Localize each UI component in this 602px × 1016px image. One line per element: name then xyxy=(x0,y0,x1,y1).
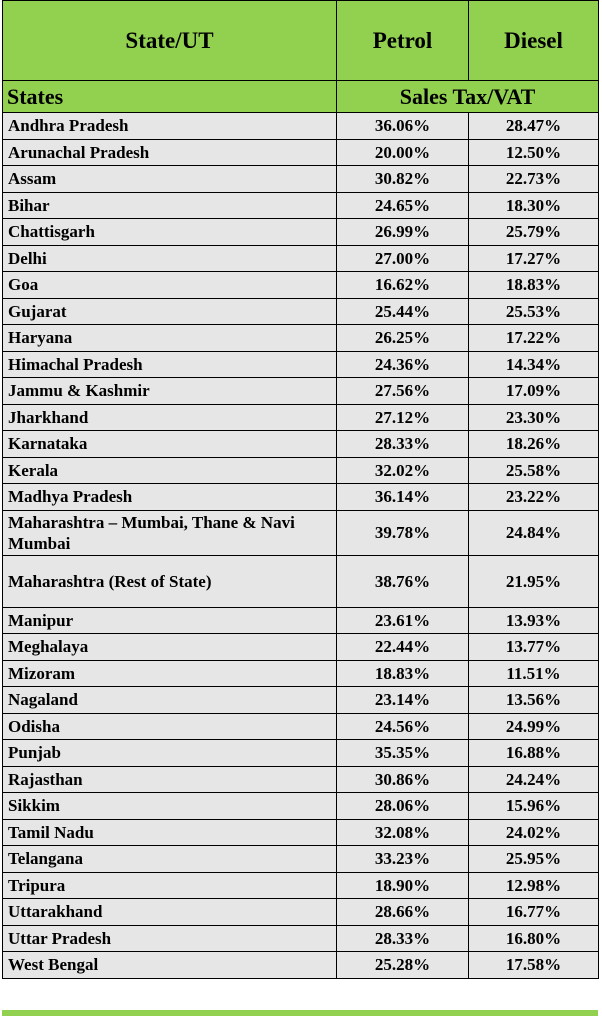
petrol-vat-cell: 28.33% xyxy=(337,925,469,952)
table-row xyxy=(3,510,599,555)
petrol-vat-cell: 32.08% xyxy=(337,819,469,846)
petrol-vat-cell: 27.12% xyxy=(337,404,469,431)
state-name-cell: Goa xyxy=(3,272,337,299)
state-name-cell: Kerala xyxy=(3,457,337,484)
table-row xyxy=(3,819,599,846)
state-name-cell: West Bengal xyxy=(3,952,337,979)
petrol-vat-cell: 18.83% xyxy=(337,660,469,687)
diesel-vat-cell: 25.58% xyxy=(469,457,599,484)
petrol-vat-cell: 16.62% xyxy=(337,272,469,299)
diesel-vat-cell: 18.83% xyxy=(469,272,599,299)
state-name-cell: Manipur xyxy=(3,607,337,634)
diesel-vat-cell: 16.80% xyxy=(469,925,599,952)
petrol-vat-cell: 30.86% xyxy=(337,766,469,793)
state-name-cell: Meghalaya xyxy=(3,634,337,661)
table-row xyxy=(3,431,599,458)
header-petrol: Petrol xyxy=(337,1,469,81)
state-name-cell: Andhra Pradesh xyxy=(3,113,337,140)
table-row xyxy=(3,952,599,979)
diesel-vat-cell: 18.26% xyxy=(469,431,599,458)
state-name-cell: Uttarakhand xyxy=(3,899,337,926)
state-name-cell: Haryana xyxy=(3,325,337,352)
table-row xyxy=(3,607,599,634)
diesel-vat-cell: 11.51% xyxy=(469,660,599,687)
table-row xyxy=(3,899,599,926)
state-name-cell: Assam xyxy=(3,166,337,193)
petrol-vat-cell: 20.00% xyxy=(337,139,469,166)
diesel-vat-cell: 13.77% xyxy=(469,634,599,661)
state-name-cell: Chattisgarh xyxy=(3,219,337,246)
table-row xyxy=(3,793,599,820)
table-row xyxy=(3,378,599,405)
diesel-vat-cell: 17.58% xyxy=(469,952,599,979)
diesel-vat-cell: 24.24% xyxy=(469,766,599,793)
petrol-vat-cell: 36.06% xyxy=(337,113,469,140)
subheader-row xyxy=(3,81,599,113)
diesel-vat-cell: 14.34% xyxy=(469,351,599,378)
table-row xyxy=(3,660,599,687)
state-name-cell: Bihar xyxy=(3,192,337,219)
state-name-cell: Tamil Nadu xyxy=(3,819,337,846)
state-name-cell: Uttar Pradesh xyxy=(3,925,337,952)
table-row xyxy=(3,245,599,272)
header-row xyxy=(3,1,599,81)
diesel-vat-cell: 16.77% xyxy=(469,899,599,926)
petrol-vat-cell: 32.02% xyxy=(337,457,469,484)
state-name-cell: Rajasthan xyxy=(3,766,337,793)
table-row xyxy=(3,484,599,511)
petrol-vat-cell: 23.14% xyxy=(337,687,469,714)
diesel-vat-cell: 23.22% xyxy=(469,484,599,511)
state-name-cell: Odisha xyxy=(3,713,337,740)
petrol-vat-cell: 24.56% xyxy=(337,713,469,740)
petrol-vat-cell: 27.00% xyxy=(337,245,469,272)
state-name-cell: Himachal Pradesh xyxy=(3,351,337,378)
diesel-vat-cell: 13.56% xyxy=(469,687,599,714)
fuel-tax-table xyxy=(2,0,599,979)
petrol-vat-cell: 33.23% xyxy=(337,846,469,873)
petrol-vat-cell: 23.61% xyxy=(337,607,469,634)
petrol-vat-cell: 27.56% xyxy=(337,378,469,405)
table-row xyxy=(3,192,599,219)
table-row xyxy=(3,766,599,793)
petrol-vat-cell: 25.44% xyxy=(337,298,469,325)
diesel-vat-cell: 24.99% xyxy=(469,713,599,740)
diesel-vat-cell: 17.09% xyxy=(469,378,599,405)
petrol-vat-cell: 30.82% xyxy=(337,166,469,193)
table-row xyxy=(3,139,599,166)
table-row xyxy=(3,166,599,193)
diesel-vat-cell: 25.53% xyxy=(469,298,599,325)
petrol-vat-cell: 22.44% xyxy=(337,634,469,661)
state-name-cell: Gujarat xyxy=(3,298,337,325)
petrol-vat-cell: 28.33% xyxy=(337,431,469,458)
state-name-cell: Madhya Pradesh xyxy=(3,484,337,511)
header-diesel: Diesel xyxy=(469,1,599,81)
table-row xyxy=(3,298,599,325)
table-row xyxy=(3,113,599,140)
diesel-vat-cell: 12.98% xyxy=(469,872,599,899)
petrol-vat-cell: 28.66% xyxy=(337,899,469,926)
diesel-vat-cell: 13.93% xyxy=(469,607,599,634)
state-name-cell: Jammu & Kashmir xyxy=(3,378,337,405)
table-row xyxy=(3,219,599,246)
petrol-vat-cell: 26.25% xyxy=(337,325,469,352)
table-row xyxy=(3,925,599,952)
state-name-cell: Sikkim xyxy=(3,793,337,820)
diesel-vat-cell: 24.02% xyxy=(469,819,599,846)
table-body xyxy=(3,1,599,979)
diesel-vat-cell: 24.84% xyxy=(469,510,599,555)
subheader-sales-tax-vat: Sales Tax/VAT xyxy=(337,81,599,113)
petrol-vat-cell: 35.35% xyxy=(337,740,469,767)
petrol-vat-cell: 36.14% xyxy=(337,484,469,511)
state-name-cell: Mizoram xyxy=(3,660,337,687)
state-name-cell: Maharashtra – Mumbai, Thane & Navi Mumbai xyxy=(3,510,337,555)
diesel-vat-cell: 12.50% xyxy=(469,139,599,166)
diesel-vat-cell: 22.73% xyxy=(469,166,599,193)
state-name-cell: Jharkhand xyxy=(3,404,337,431)
diesel-vat-cell: 21.95% xyxy=(469,555,599,607)
diesel-vat-cell: 25.95% xyxy=(469,846,599,873)
table-row xyxy=(3,404,599,431)
state-name-cell: Telangana xyxy=(3,846,337,873)
table-row xyxy=(3,846,599,873)
diesel-vat-cell: 16.88% xyxy=(469,740,599,767)
state-name-cell: Punjab xyxy=(3,740,337,767)
petrol-vat-cell: 38.76% xyxy=(337,555,469,607)
state-name-cell: Delhi xyxy=(3,245,337,272)
diesel-vat-cell: 28.47% xyxy=(469,113,599,140)
diesel-vat-cell: 23.30% xyxy=(469,404,599,431)
diesel-vat-cell: 17.27% xyxy=(469,245,599,272)
state-name-cell: Arunachal Pradesh xyxy=(3,139,337,166)
petrol-vat-cell: 39.78% xyxy=(337,510,469,555)
table-row xyxy=(3,555,599,607)
table-row xyxy=(3,272,599,299)
bottom-green-strip xyxy=(2,1010,598,1016)
petrol-vat-cell: 24.65% xyxy=(337,192,469,219)
subheader-states: States xyxy=(3,81,337,113)
table-row xyxy=(3,740,599,767)
state-name-cell: Nagaland xyxy=(3,687,337,714)
petrol-vat-cell: 26.99% xyxy=(337,219,469,246)
table-row xyxy=(3,351,599,378)
petrol-vat-cell: 25.28% xyxy=(337,952,469,979)
state-name-cell: Tripura xyxy=(3,872,337,899)
table-row xyxy=(3,325,599,352)
petrol-vat-cell: 28.06% xyxy=(337,793,469,820)
table-row xyxy=(3,634,599,661)
diesel-vat-cell: 18.30% xyxy=(469,192,599,219)
petrol-vat-cell: 24.36% xyxy=(337,351,469,378)
table-row xyxy=(3,457,599,484)
state-name-cell: Karnataka xyxy=(3,431,337,458)
header-state-ut: State/UT xyxy=(3,1,337,81)
diesel-vat-cell: 15.96% xyxy=(469,793,599,820)
petrol-vat-cell: 18.90% xyxy=(337,872,469,899)
diesel-vat-cell: 25.79% xyxy=(469,219,599,246)
table-row xyxy=(3,713,599,740)
diesel-vat-cell: 17.22% xyxy=(469,325,599,352)
table-row xyxy=(3,872,599,899)
state-name-cell: Maharashtra (Rest of State) xyxy=(3,555,337,607)
table-row xyxy=(3,687,599,714)
